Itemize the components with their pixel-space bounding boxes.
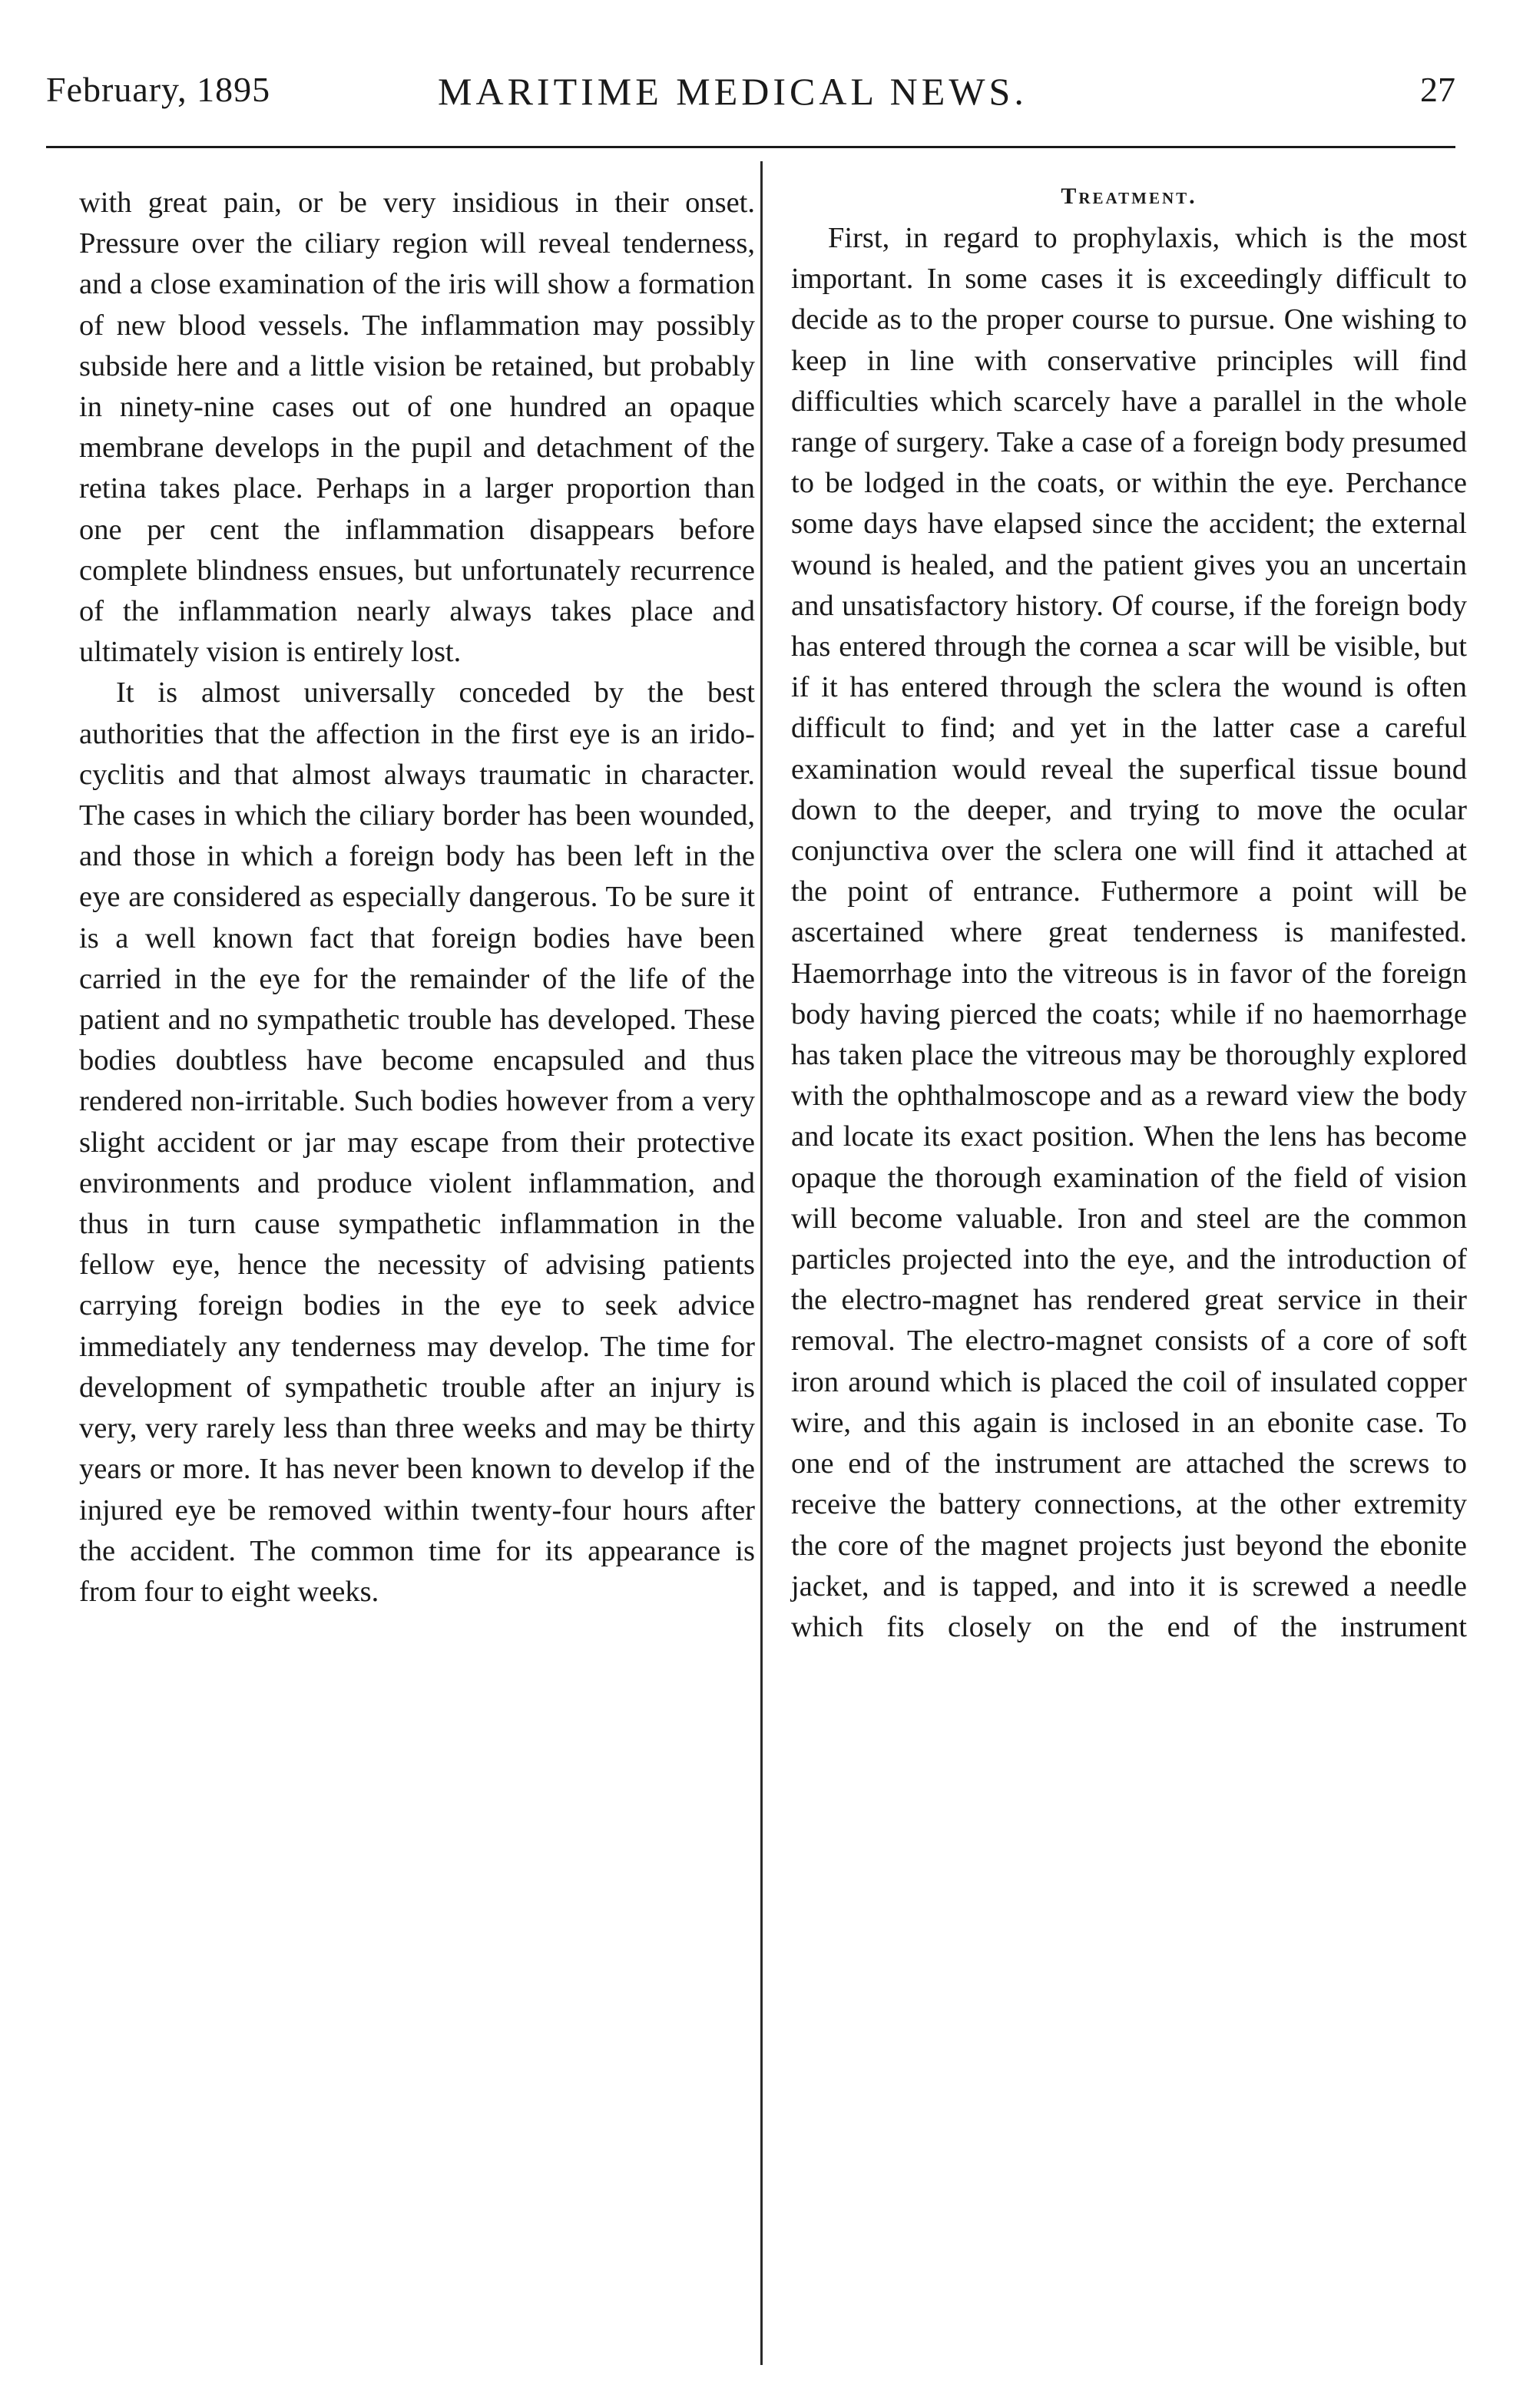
left-paragraph-2: It is almost universally conceded by the best authorities that the affection in the first eye is an irido-cyclitis and that almost always traumatic in character. The cases in which the ciliary border has been wounded, and those in which a foreign body has been left in the eye are considered as especially dangerous. To be sure it is a well known fact that foreign bodies have been carried in the eye for the remainder of the life of the patient and no sympathetic trouble has developed. These bodies doubtless have become encapsuled and thus rendered non-irritable. Such bodies however from a very slight accident or jar may escape from their protective environments and produce violent inflammation, and thus in turn cause sympathetic inflammation in the fellow eye, hence the necessity of advising patients carrying foreign bodies in the eye to seek advice immediately any tenderness may develop. The time for development of sympathetic trouble after an injury is very, very rarely less than three weeks and may be thirty years or more. It has never been known to develop if the injured eye be removed within twenty-four hours after the accident. The common time for its appearance is from four to eight weeks. [79, 676, 755, 1608]
header-rule [46, 146, 1455, 148]
left-paragraph-1: with great pain, or be very insidious in their onset. Pressure over the ciliary region will reveal tenderness, and a close examination of the iris will show a formation of new blood vessels. The inflammation may possibly subside here and a little vision be retained, but probably in ninety-nine cases out of one hundred an opaque membrane develops in the pupil and detachment of the retina takes place. Perhaps in a larger proportion than one per cent the inflammation disappears before complete blindness ensues, but unfortunately recurrence of the inflammation nearly always takes place and ultimately vision is entirely lost. [79, 187, 755, 669]
right-paragraph-1: First, in regard to prophylaxis, which is the most important. In some cases it is exceedingly difficult to decide as to the proper course to pursue. One wishing to keep in line with conservative principles will find difficulties which scarcely have a parallel in the whole range of surgery. Take a case of a foreign body presumed to be lodged in the coats, or within the eye. Perchance some days have elapsed since the accident; the external wound is healed, and the patient gives you an uncertain and unsatisfactory history. Of course, if the foreign body has entered through the cornea a scar will be visible, but if it has entered through the sclera the wound is often difficult to find; and yet in the latter case a careful examination would reveal the superfical tissue bound down to the deeper, and trying to move the ocular conjunctiva over the sclera one will find it attached at the point of entrance. Futhermore a point will be ascertained where great tenderness is manifested. Haemorrhage into the vitreous is in favor of the foreign body having pierced the coats; while if no haemorrhage has taken place the vitreous may be thoroughly explored with the ophthalmoscope and as a reward view the body and locate its exact position. When the lens has become opaque the thorough examination of the field of vision will become valuable. Iron and steel are the common particles projected into the eye, and the introduction of the electro-magnet has rendered great service in their removal. The electro-magnet consists of a core of soft iron around which is placed the coil of insulated copper wire, and this again is inclosed in an ebonite case. To one end of the instrument are attached the screws to receive the battery connections, at the other extremity the core of the magnet projects just beyond the ebonite jacket, and is tapped, and into it is screwed a needle which fits closely on the end of the instrument [791, 222, 1467, 1643]
section-heading-treatment: Treatment. [1061, 184, 1197, 209]
running-header [46, 69, 1455, 123]
right-column [791, 175, 1467, 1648]
left-column [79, 183, 755, 1612]
column-divider [760, 161, 763, 2365]
journal-title: MARITIME MEDICAL NEWS. [438, 70, 1028, 113]
page-number: 27 [1420, 70, 1455, 109]
issue-date: February, 1895 [46, 70, 271, 109]
